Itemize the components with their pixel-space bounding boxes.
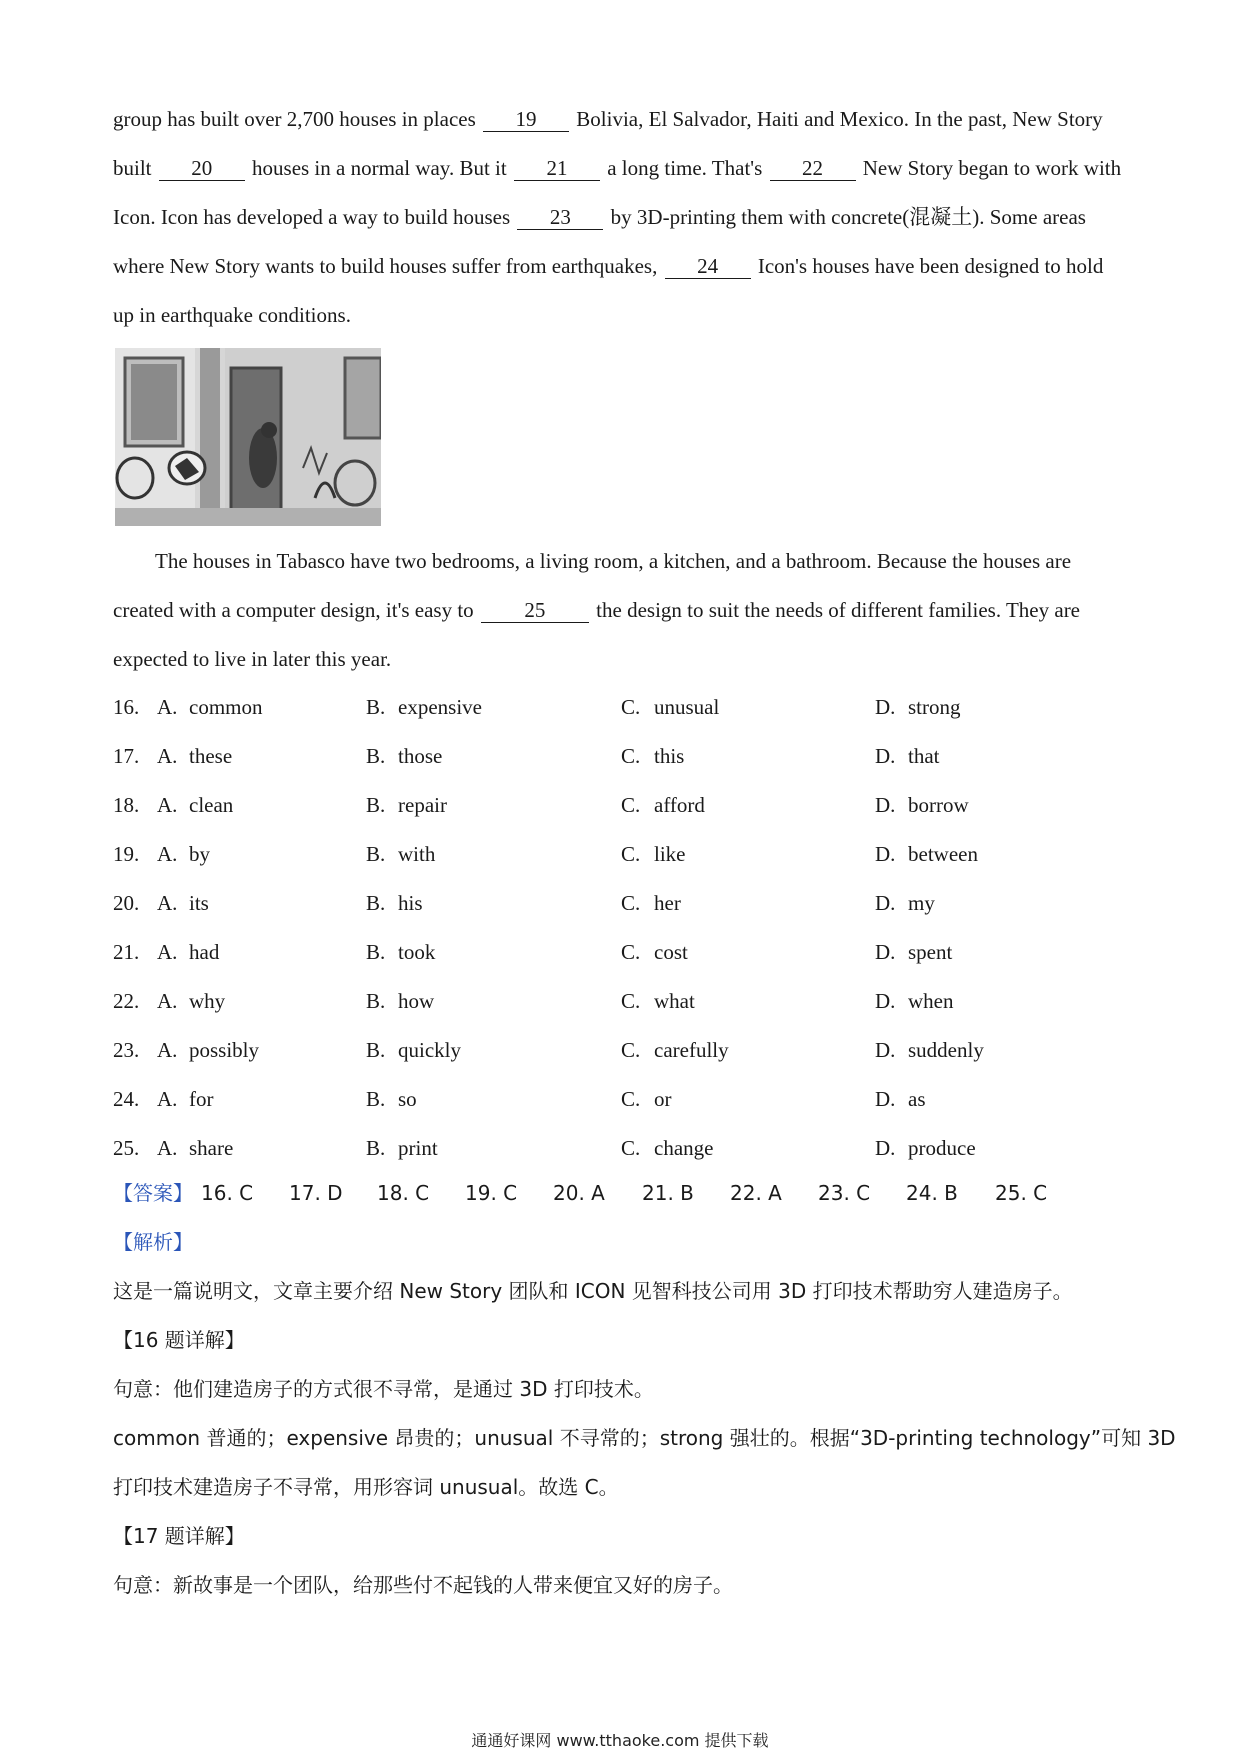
option-c: like bbox=[654, 842, 686, 866]
option-letter-b: B. bbox=[366, 744, 386, 768]
option-a: common bbox=[189, 695, 263, 719]
option-letter-d: D. bbox=[875, 940, 896, 964]
option-c: unusual bbox=[654, 695, 720, 719]
option-b: so bbox=[398, 1087, 417, 1111]
option-letter-b: B. bbox=[366, 793, 386, 817]
blank-19: 19 bbox=[483, 107, 569, 132]
option-a: by bbox=[189, 842, 210, 866]
answer-item: 21. B bbox=[642, 1181, 694, 1205]
question-number: 24. bbox=[113, 1087, 140, 1111]
option-d: as bbox=[908, 1087, 926, 1111]
question-row bbox=[113, 986, 1133, 1016]
q16-detail-1: common 普通的；expensive 昂贵的；unusual 不寻常的；strong 强壮的。根据“3D-printing technology”可知 3D bbox=[113, 1426, 1176, 1450]
q17-title: 【17 题详解】 bbox=[113, 1524, 245, 1548]
option-b: those bbox=[398, 744, 443, 768]
answer-item: 19. C bbox=[465, 1181, 518, 1205]
option-d: strong bbox=[908, 695, 961, 719]
blank-22: 22 bbox=[770, 156, 856, 181]
option-letter-c: C. bbox=[621, 1038, 641, 1062]
answer-item: 17. D bbox=[289, 1181, 343, 1205]
option-d: when bbox=[908, 989, 954, 1013]
question-number: 19. bbox=[113, 842, 140, 866]
option-c: this bbox=[654, 744, 685, 768]
analysis-summary: 这是一篇说明文，文章主要介绍 New Story 团队和 ICON 见智科技公司用 3D 打印技术帮助穷人建造房子。 bbox=[113, 1279, 1073, 1303]
option-letter-c: C. bbox=[621, 842, 641, 866]
option-letter-c: C. bbox=[621, 695, 641, 719]
answer-item: 16. C bbox=[201, 1181, 254, 1205]
option-c: change bbox=[654, 1136, 714, 1160]
passage-line-8: expected to live in later this year. bbox=[113, 647, 392, 671]
question-row bbox=[113, 1035, 1133, 1065]
option-a: possibly bbox=[189, 1038, 260, 1062]
option-letter-a: A. bbox=[157, 891, 178, 915]
blank-20: 20 bbox=[159, 156, 245, 181]
question-row bbox=[113, 937, 1133, 967]
option-letter-b: B. bbox=[366, 1136, 386, 1160]
answer-item: 20. A bbox=[553, 1181, 605, 1205]
option-d: produce bbox=[908, 1136, 976, 1160]
option-b: how bbox=[398, 989, 435, 1013]
question-number: 22. bbox=[113, 989, 140, 1013]
option-b: took bbox=[398, 940, 436, 964]
option-letter-d: D. bbox=[875, 793, 896, 817]
option-letter-c: C. bbox=[621, 989, 641, 1013]
option-letter-b: B. bbox=[366, 695, 386, 719]
option-b: with bbox=[398, 842, 436, 866]
option-letter-b: B. bbox=[366, 891, 386, 915]
option-letter-c: C. bbox=[621, 891, 641, 915]
passage-line-7: created with a computer design, it's easy to 25 the design to suit the needs of different families. They are bbox=[113, 598, 1081, 622]
passage-line-4: where New Story wants to build houses suffer from earthquakes, 24 Icon's houses have been designed to hold bbox=[113, 254, 1104, 278]
option-letter-a: A. bbox=[157, 1087, 178, 1111]
option-letter-c: C. bbox=[621, 793, 641, 817]
passage-line-2: built 20 houses in a normal way. But it 21 a long time. That's 22 New Story began to work with bbox=[113, 156, 1122, 180]
question-row bbox=[113, 839, 1133, 869]
option-a: share bbox=[189, 1136, 234, 1160]
answer-item: 25. C bbox=[995, 1181, 1048, 1205]
option-letter-b: B. bbox=[366, 842, 386, 866]
option-a: clean bbox=[189, 793, 234, 817]
option-letter-d: D. bbox=[875, 1087, 896, 1111]
question-number: 25. bbox=[113, 1136, 140, 1160]
option-letter-c: C. bbox=[621, 1087, 641, 1111]
option-d: between bbox=[908, 842, 978, 866]
option-letter-b: B. bbox=[366, 989, 386, 1013]
option-c: her bbox=[654, 891, 681, 915]
option-d: my bbox=[908, 891, 935, 915]
analysis-label: 【解析】 bbox=[113, 1230, 193, 1254]
option-letter-b: B. bbox=[366, 1038, 386, 1062]
question-number: 23. bbox=[113, 1038, 140, 1062]
question-row bbox=[113, 888, 1133, 918]
option-letter-a: A. bbox=[157, 989, 178, 1013]
blank-25: 25 bbox=[481, 598, 589, 623]
option-b: his bbox=[398, 891, 423, 915]
option-letter-d: D. bbox=[875, 891, 896, 915]
question-row bbox=[113, 790, 1133, 820]
answer-item: 23. C bbox=[818, 1181, 871, 1205]
option-d: that bbox=[908, 744, 940, 768]
question-number: 21. bbox=[113, 940, 140, 964]
house-photo-illustration bbox=[115, 348, 381, 526]
answer-item: 18. C bbox=[377, 1181, 430, 1205]
page-footer: 通通好课网 www.tthaoke.com 提供下载 bbox=[471, 1731, 769, 1750]
option-letter-c: C. bbox=[621, 744, 641, 768]
blank-23: 23 bbox=[517, 205, 603, 230]
question-row bbox=[113, 741, 1133, 771]
option-letter-b: B. bbox=[366, 940, 386, 964]
option-a: had bbox=[189, 940, 220, 964]
option-letter-d: D. bbox=[875, 744, 896, 768]
option-letter-c: C. bbox=[621, 940, 641, 964]
option-c: what bbox=[654, 989, 695, 1013]
option-d: suddenly bbox=[908, 1038, 984, 1062]
passage-line-6: The houses in Tabasco have two bedrooms, a living room, a kitchen, and a bathroom. Because the houses are bbox=[155, 549, 1072, 573]
option-letter-d: D. bbox=[875, 842, 896, 866]
option-c: cost bbox=[654, 940, 688, 964]
option-letter-a: A. bbox=[157, 940, 178, 964]
option-letter-d: D. bbox=[875, 989, 896, 1013]
option-a: why bbox=[189, 989, 226, 1013]
passage-line-1: group has built over 2,700 houses in places 19 Bolivia, El Salvador, Haiti and Mexico. In the past, New Story bbox=[113, 107, 1103, 131]
option-letter-a: A. bbox=[157, 744, 178, 768]
option-b: repair bbox=[398, 793, 447, 817]
option-letter-c: C. bbox=[621, 1136, 641, 1160]
question-row bbox=[113, 1084, 1133, 1114]
option-a: these bbox=[189, 744, 233, 768]
q16-meaning: 句意：他们建造房子的方式很不寻常，是通过 3D 打印技术。 bbox=[113, 1377, 654, 1401]
q16-title: 【16 题详解】 bbox=[113, 1328, 245, 1352]
option-d: borrow bbox=[908, 793, 969, 817]
option-b: quickly bbox=[398, 1038, 461, 1062]
option-a: its bbox=[189, 891, 209, 915]
option-c: carefully bbox=[654, 1038, 729, 1062]
option-letter-a: A. bbox=[157, 842, 178, 866]
option-letter-d: D. bbox=[875, 1038, 896, 1062]
option-letter-b: B. bbox=[366, 1087, 386, 1111]
question-number: 17. bbox=[113, 744, 140, 768]
passage-line-5: up in earthquake conditions. bbox=[113, 303, 351, 327]
blank-21: 21 bbox=[514, 156, 600, 181]
answer-item: 22. A bbox=[730, 1181, 782, 1205]
q17-meaning: 句意：新故事是一个团队，给那些付不起钱的人带来便宜又好的房子。 bbox=[113, 1573, 733, 1597]
option-letter-a: A. bbox=[157, 695, 178, 719]
blank-24: 24 bbox=[665, 254, 751, 279]
option-b: expensive bbox=[398, 695, 482, 719]
q16-detail-2: 打印技术建造房子不寻常，用形容词 unusual。故选 C。 bbox=[113, 1475, 619, 1499]
answer-label: 【答案】 bbox=[113, 1181, 193, 1205]
option-c: or bbox=[654, 1087, 672, 1111]
passage-line-3: Icon. Icon has developed a way to build houses 23 by 3D-printing them with concrete(混凝土). Some areas bbox=[113, 205, 1086, 229]
option-letter-d: D. bbox=[875, 695, 896, 719]
option-a: for bbox=[189, 1087, 214, 1111]
option-letter-a: A. bbox=[157, 1038, 178, 1062]
option-letter-d: D. bbox=[875, 1136, 896, 1160]
option-b: print bbox=[398, 1136, 438, 1160]
question-row bbox=[113, 1133, 1133, 1163]
question-number: 16. bbox=[113, 695, 140, 719]
house-photo bbox=[115, 348, 381, 526]
question-number: 18. bbox=[113, 793, 140, 817]
question-row bbox=[113, 692, 1133, 722]
option-letter-a: A. bbox=[157, 793, 178, 817]
question-number: 20. bbox=[113, 891, 140, 915]
answer-item: 24. B bbox=[906, 1181, 958, 1205]
option-letter-a: A. bbox=[157, 1136, 178, 1160]
option-c: afford bbox=[654, 793, 705, 817]
option-d: spent bbox=[908, 940, 953, 964]
answer-row bbox=[113, 1178, 1133, 1208]
